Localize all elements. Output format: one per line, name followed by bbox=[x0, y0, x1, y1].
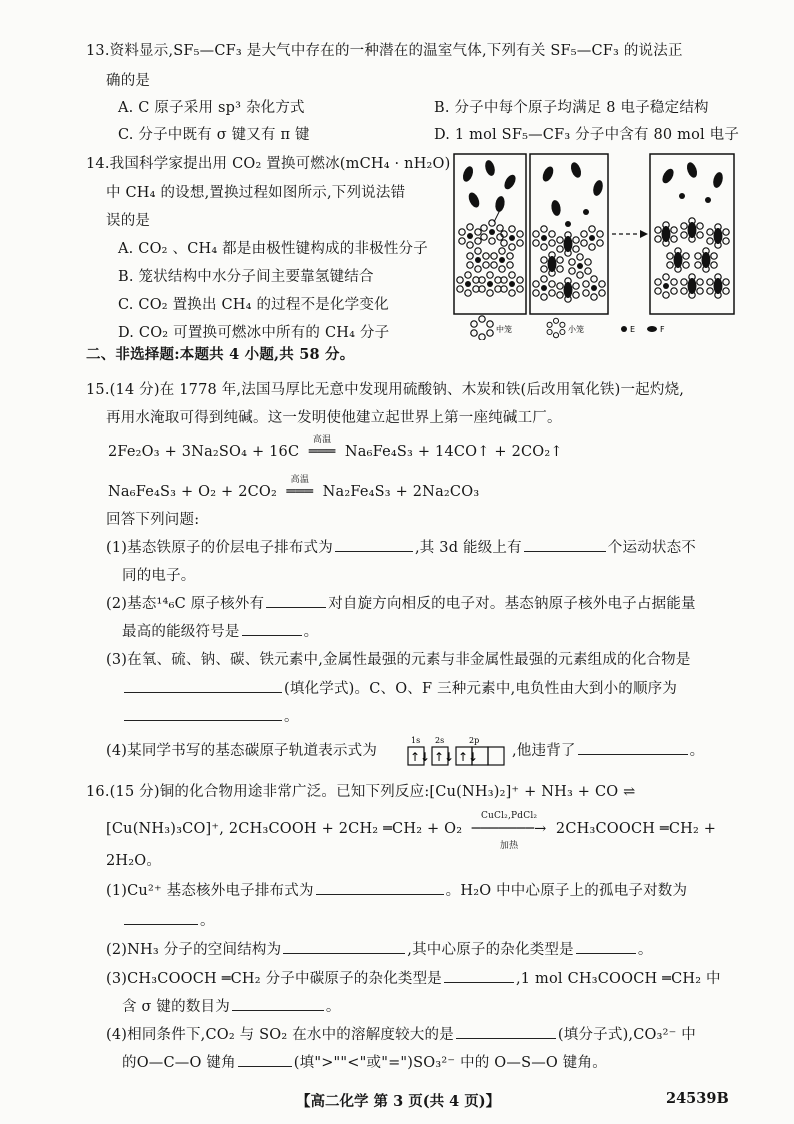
q16-blank-3[interactable] bbox=[283, 939, 405, 954]
q15-part3-line1: (3)在氧、硫、钠、碳、铁元素中,金属性最强的元素与非金属性最强的元素组成的化合物是 bbox=[106, 652, 691, 668]
q15-blank-1[interactable] bbox=[335, 537, 413, 552]
q15-part3-line3: 。 bbox=[122, 706, 299, 728]
q16-line1: 16.(15 分)铜的化合物用途非常广泛。已知下列反应:[Cu(NH₃)₂]⁺ + NH₃ + CO ⇌ bbox=[86, 784, 636, 800]
q15-part2-line2: 最高的能级符号是 。 bbox=[122, 621, 318, 643]
q15-blank-7[interactable] bbox=[578, 740, 688, 755]
q15-part4: (4)某同学书写的基态碳原子轨道表示式为 bbox=[106, 743, 378, 759]
eq1-condition: 高温 bbox=[312, 435, 332, 445]
legend-f: F bbox=[660, 325, 665, 334]
q15-part1-line2: 同的电子。 bbox=[122, 568, 196, 584]
q16-part1-line1: (1)Cu²⁺ 基态核外电子排布式为 。H₂O 中中心原子上的孤电子对数为 bbox=[106, 880, 687, 902]
q16-part2: (2)NH₃ 分子的空间结构为 ,其中心原子的杂化类型是 。 bbox=[106, 939, 653, 961]
q16-blank-1[interactable] bbox=[316, 880, 444, 895]
q13-option-b: B. 分子中每个原子均满足 8 电子稳定结构 bbox=[434, 100, 709, 116]
q15-part2-line1: (2)基态¹⁴₆C 原子核外有 对自旋方向相反的电子对。基态钠原子核外电子占据能量 bbox=[106, 593, 696, 615]
carbon-orbital-diagram bbox=[407, 735, 527, 769]
q16-line2: [Cu(NH₃)₃CO]⁺, 2CH₃COOH + 2CH₂ ═CH₂ + O₂ CuCl₂,PdCl₂ ───────→ 加热 2CH₃COOCH ═CH₂ + bbox=[106, 818, 716, 840]
q13-stem-line2: 确的是 bbox=[106, 73, 151, 89]
page-footer: 【高二化学 第 3 页(共 4 页)】 bbox=[296, 1093, 501, 1110]
q16-line3: 2H₂O。 bbox=[106, 853, 162, 869]
q13-option-c: C. 分子中既有 σ 键又有 π 键 bbox=[118, 127, 310, 143]
q15-equation-1: 2Fe₂O₃ + 3Na₂SO₄ + 16C 高温 ═══ Na₆Fe₄S₃ + 14CO↑ + 2CO₂↑ bbox=[108, 441, 563, 463]
eq2-condition: 高温 bbox=[290, 475, 310, 485]
orbital-label-1s: 1s bbox=[411, 736, 421, 745]
clathrate-replacement-diagram bbox=[452, 152, 738, 340]
svg-text:↑↓: ↑↓ bbox=[410, 750, 431, 764]
q15-answer-prompt: 回答下列问题: bbox=[106, 512, 200, 528]
q16-blank-8[interactable] bbox=[238, 1052, 292, 1067]
orbital-label-2s: 2s bbox=[435, 736, 445, 745]
q16-blank-4[interactable] bbox=[576, 939, 636, 954]
panel-3-cages bbox=[655, 218, 729, 298]
q15-intro-line2: 再用水淹取可得到纯碱。这一发明使他建立起世界上第一座纯碱工厂。 bbox=[106, 410, 562, 426]
q13-option-d: D. 1 mol SF₅—CF₃ 分子中含有 80 mol 电子 bbox=[434, 127, 740, 143]
panel-3-molecules bbox=[660, 161, 724, 203]
q16-blank-5[interactable] bbox=[444, 968, 514, 983]
q16-heat: 加热 bbox=[499, 841, 519, 851]
legend-medium-cage: 中笼 bbox=[496, 325, 512, 334]
diagram-legend bbox=[471, 316, 665, 340]
legend-small-cage: 小笼 bbox=[568, 325, 584, 334]
q16-blank-7[interactable] bbox=[456, 1024, 556, 1039]
q14-stem-line1: 14.我国科学家提出用 CO₂ 置换可燃冰(mCH₄ · nH₂O) bbox=[86, 156, 451, 172]
legend-e: E bbox=[630, 325, 636, 334]
svg-text:↑↓: ↑↓ bbox=[434, 750, 455, 764]
q14-stem-line2: 中 CH₄ 的设想,置换过程如图所示,下列说法错 bbox=[106, 185, 406, 201]
q16-part3-line2: 含 σ 键的数目为 。 bbox=[122, 996, 341, 1018]
eq1-right: Na₆Fe₄S₃ + 14CO↑ + 2CO₂↑ bbox=[344, 444, 563, 460]
q15-intro-line1: 15.(14 分)在 1778 年,法国马厚比无意中发现用硫酸钠、木炭和铁(后改用氧化铁)一起灼烧, bbox=[86, 382, 685, 398]
q14-stem-line3: 误的是 bbox=[106, 213, 151, 229]
q16-part4-line1: (4)相同条件下,CO₂ 与 SO₂ 在水中的溶解度较大的是 (填分子式),CO₃²⁻ 中 bbox=[106, 1024, 696, 1046]
q16-part1-line2: 。 bbox=[122, 910, 215, 932]
q14-option-b: B. 笼状结构中水分子间主要靠氢键结合 bbox=[118, 269, 374, 285]
q15-blank-6[interactable] bbox=[124, 706, 282, 721]
q16-blank-6[interactable] bbox=[232, 996, 324, 1011]
svg-text:↑↓: ↑↓ bbox=[458, 750, 479, 764]
q16-blank-2[interactable] bbox=[124, 910, 198, 925]
q15-blank-2[interactable] bbox=[524, 537, 606, 552]
q15-part4-tail: ,他违背了 。 bbox=[512, 740, 704, 762]
exam-code: 24539B bbox=[666, 1090, 729, 1107]
q16-catalyst: CuCl₂,PdCl₂ bbox=[480, 811, 538, 821]
q16-part4-line2: 的O—C—O 键角 (填">""<"或"=")SO₃²⁻ 中的 O—S—O 键角。 bbox=[122, 1052, 607, 1074]
section-2-heading: 二、非选择题:本题共 4 小题,共 58 分。 bbox=[86, 346, 355, 363]
q15-equation-2: Na₆Fe₄S₃ + O₂ + 2CO₂ 高温 ═══ Na₂Fe₄S₃ + 2Na₂CO₃ bbox=[108, 481, 479, 503]
q15-part3-line2: (填化学式)。C、O、F 三种元素中,电负性由大到小的顺序为 bbox=[122, 678, 677, 700]
eq2-left: Na₆Fe₄S₃ + O₂ + 2CO₂ bbox=[108, 484, 278, 500]
orbital-label-2p: 2p bbox=[469, 736, 480, 745]
q13-option-a: A. C 原子采用 sp³ 杂化方式 bbox=[118, 100, 305, 116]
q13-stem-line1: 13.资料显示,SF₅—CF₃ 是大气中存在的一种潜在的温室气体,下列有关 SF₅—CF₃ 的说法正 bbox=[86, 43, 683, 59]
q14-option-a: A. CO₂ 、CH₄ 都是由极性键构成的非极性分子 bbox=[118, 241, 428, 257]
q15-part1-line1: (1)基态铁原子的价层电子排布式为 ,其 3d 能级上有 个运动状态不 bbox=[106, 537, 696, 559]
q15-blank-5[interactable] bbox=[124, 678, 282, 693]
eq1-left: 2Fe₂O₃ + 3Na₂SO₄ + 16C bbox=[108, 444, 300, 460]
panel-1-cages bbox=[457, 220, 523, 296]
q14-option-d: D. CO₂ 可置换可燃冰中所有的 CH₄ 分子 bbox=[118, 325, 390, 341]
q15-blank-4[interactable] bbox=[242, 621, 302, 636]
q16-part3-line1: (3)CH₃COOCH ═CH₂ 分子中碳原子的杂化类型是 ,1 mol CH₃COOCH ═CH₂ 中 bbox=[106, 968, 721, 990]
q14-option-c: C. CO₂ 置换出 CH₄ 的过程不是化学变化 bbox=[118, 297, 389, 313]
panel-2-molecules bbox=[541, 161, 605, 227]
panel-1-free-molecules bbox=[461, 159, 518, 213]
eq2-right: Na₂Fe₄S₃ + 2Na₂CO₃ bbox=[322, 484, 480, 500]
q15-blank-3[interactable] bbox=[266, 593, 326, 608]
panel-2-cages bbox=[533, 226, 605, 302]
